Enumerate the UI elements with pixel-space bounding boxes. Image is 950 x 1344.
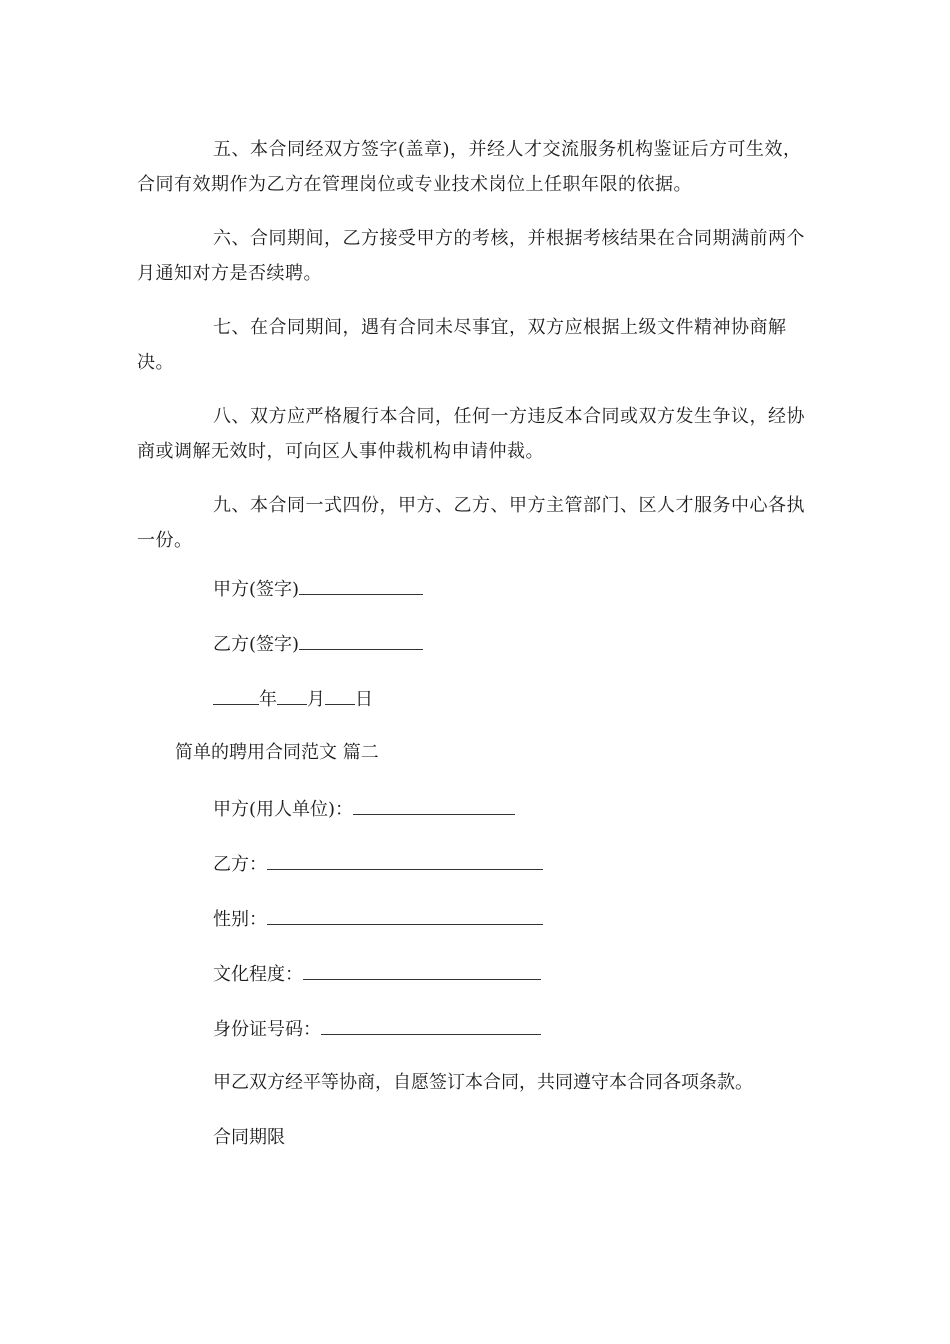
id-number-line [213,1016,541,1042]
year-field [213,686,259,705]
employer-field [353,796,515,815]
employer-line [213,796,515,822]
party-b-label: 乙方： [213,854,267,875]
party-a-signature-field [299,576,423,595]
agreement-text: 甲乙双方经平等协商，自愿签订本合同，共同遵守本合同各项条款。 [213,1072,753,1093]
gender-line [213,906,543,932]
day-field [325,686,355,705]
employer-label: 甲方(用人单位)： [213,799,354,820]
education-line [213,961,541,987]
party-a-signature-label: 甲方(签字) [213,579,300,600]
clause-six: 六、合同期间，乙方接受甲方的考核，并根据考核结果在合同期满前两个月通知对方是否续聘。 [137,228,805,284]
clause-five: 五、本合同经双方签字(盖章)，并经人才交流服务机构鉴证后方可生效，合同有效期作为乙方在管理岗位或专业技术岗位上任职年限的依据。 [137,139,802,195]
contract-term-heading: 合同期限 [213,1127,285,1148]
education-label: 文化程度： [213,964,303,985]
clause-nine: 九、本合同一式四份，甲方、乙方、甲方主管部门、区人才服务中心各执一份。 [137,495,805,551]
date-line [213,686,373,712]
month-label: 月 [307,689,325,710]
party-b-signature-label: 乙方(签字) [213,634,300,655]
clause-eight: 八、双方应严格履行本合同，任何一方违反本合同或双方发生争议，经协商或调解无效时，可向区人事仲裁机构申请仲裁。 [137,406,805,462]
year-label: 年 [259,689,277,710]
party-a-signature-line [213,576,423,602]
education-field [303,961,541,980]
section-two-title: 简单的聘用合同范文 篇二 [175,742,379,763]
clause-seven: 七、在合同期间，遇有合同未尽事宜，双方应根据上级文件精神协商解决。 [137,317,787,373]
month-field [277,686,307,705]
day-label: 日 [355,689,373,710]
party-b-field [267,851,543,870]
party-b-line [213,851,543,877]
party-b-signature-line [213,631,423,657]
party-b-signature-field [299,631,423,650]
id-number-field [321,1016,541,1035]
gender-label: 性别： [213,909,267,930]
id-number-label: 身份证号码： [213,1019,321,1040]
gender-field [267,906,543,925]
